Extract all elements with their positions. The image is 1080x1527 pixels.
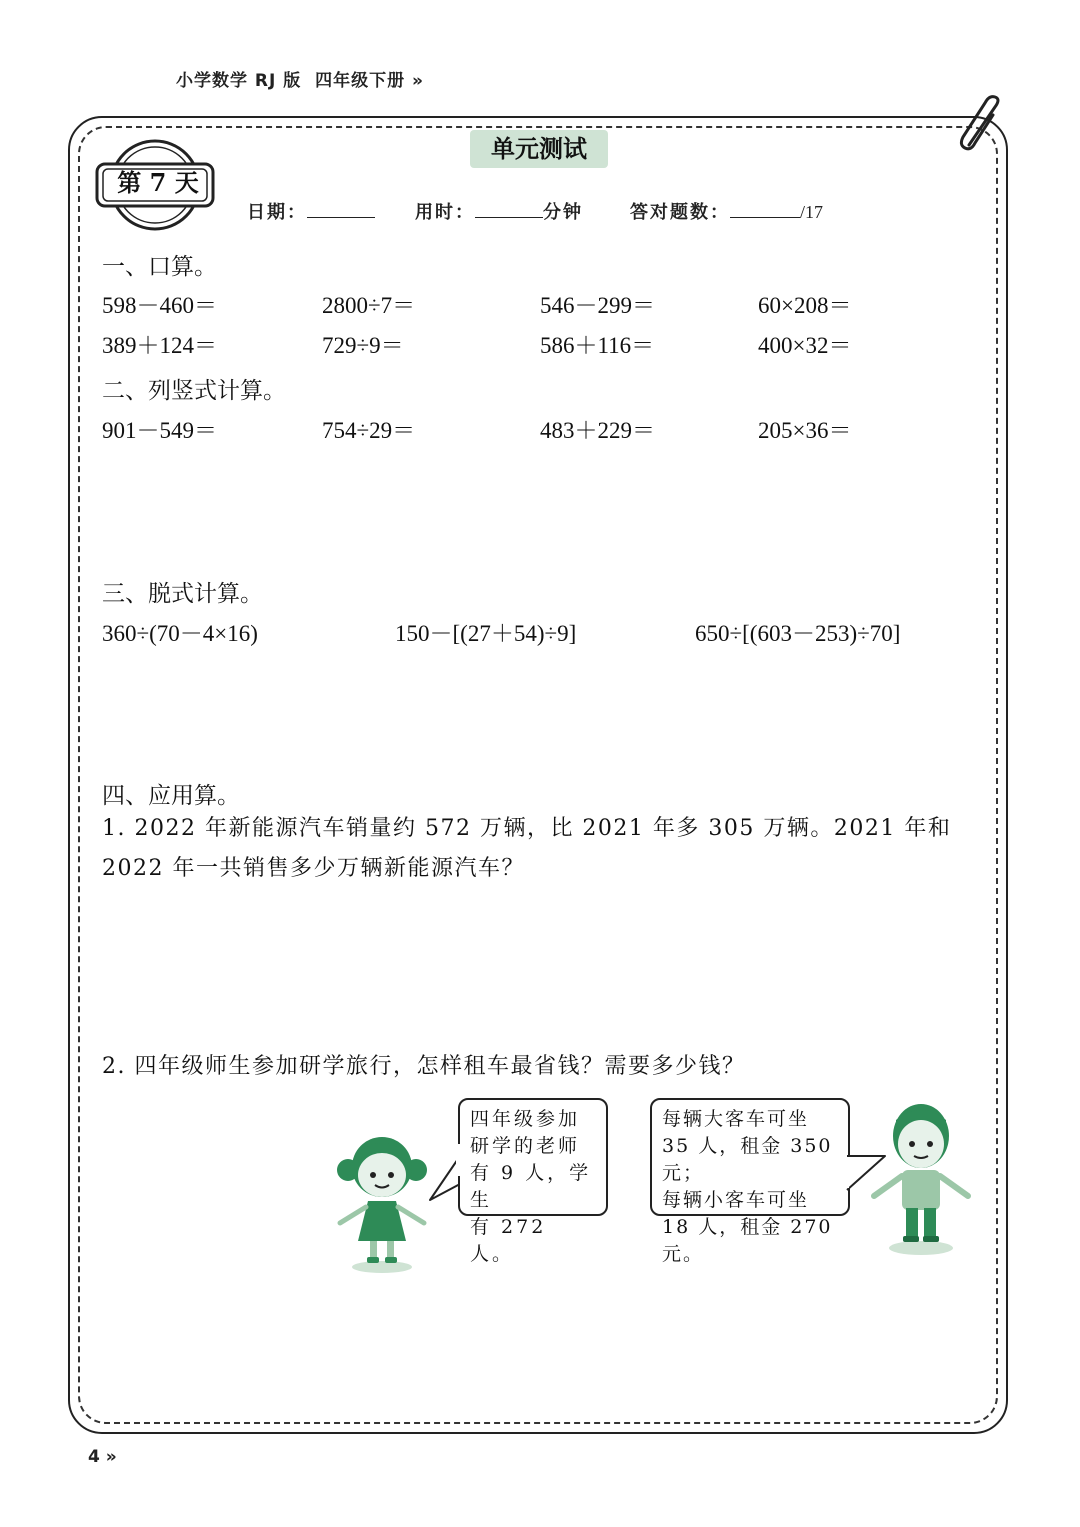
time-label: 用时： bbox=[415, 202, 475, 223]
oral-item: 60×208＝ bbox=[758, 293, 852, 318]
stepwise-calc-item: 150－[(27＋54)÷9] bbox=[395, 621, 577, 646]
vertical-calc-item: 901－549＝ bbox=[102, 418, 217, 443]
word-problem-1-line2: 2022 年一共销售多少万辆新能源汽车？ bbox=[102, 856, 525, 881]
paperclip-icon bbox=[955, 95, 1007, 155]
date-label: 日期： bbox=[247, 202, 307, 223]
vertical-calc-item: 754÷29＝ bbox=[322, 418, 416, 443]
girl-illustration bbox=[330, 1125, 430, 1275]
section4-heading: 四、应用算。 bbox=[102, 783, 240, 809]
bubble-line: 研学的老师 bbox=[470, 1135, 581, 1157]
bubble-line: 35 人，租金 350 元； bbox=[662, 1135, 833, 1184]
score-field bbox=[630, 198, 823, 224]
page-number: 4 » bbox=[88, 1447, 117, 1467]
section3-heading: 三、脱式计算。 bbox=[102, 581, 263, 607]
boy-illustration bbox=[866, 1098, 976, 1258]
vertical-calc-item: 205×36＝ bbox=[758, 418, 852, 443]
date-blank[interactable] bbox=[307, 199, 375, 218]
date-field bbox=[247, 198, 375, 224]
word-problem-1 bbox=[102, 809, 982, 889]
score-blank[interactable] bbox=[730, 199, 800, 218]
bubble-line: 每辆小客车可坐 bbox=[662, 1189, 810, 1211]
section2-heading: 二、列竖式计算。 bbox=[102, 378, 286, 404]
time-unit: 分钟 bbox=[543, 202, 583, 223]
book-header bbox=[176, 66, 424, 91]
stepwise-calc-item: 650÷[(603－253)÷70] bbox=[695, 621, 901, 646]
bubble-line: 有 272 人。 bbox=[470, 1216, 547, 1265]
oral-item: 729÷9＝ bbox=[322, 333, 404, 358]
bubble-line: 18 人，租金 270 元。 bbox=[662, 1216, 833, 1265]
oral-item: 2800÷7＝ bbox=[322, 293, 416, 318]
time-blank[interactable] bbox=[475, 199, 543, 218]
oral-item: 389＋124＝ bbox=[102, 333, 217, 358]
oral-item: 400×32＝ bbox=[758, 333, 852, 358]
word-problem-2: 2. 四年级师生参加研学旅行，怎样租车最省钱？需要多少钱？ bbox=[102, 1054, 746, 1079]
stepwise-calc-item: 360÷(70－4×16) bbox=[102, 621, 258, 646]
vertical-calc-item: 483＋229＝ bbox=[540, 418, 655, 443]
score-total: /17 bbox=[800, 202, 824, 222]
section1-heading: 一、口算。 bbox=[102, 254, 217, 280]
oral-item: 598－460＝ bbox=[102, 293, 217, 318]
book-grade: 四年级下册 » bbox=[315, 71, 425, 91]
bubble-line: 有 9 人，学生 bbox=[470, 1162, 592, 1211]
bubble-line: 每辆大客车可坐 bbox=[662, 1108, 810, 1130]
speech-bubble-boy bbox=[650, 1098, 850, 1265]
bubble-tail-mask bbox=[452, 1140, 462, 1180]
page-title: 单元测试 bbox=[470, 130, 608, 168]
word-problem-1-line1: 1. 2022 年新能源汽车销量约 572 万辆，比 2021 年多 305 万辆。2021 年和 bbox=[102, 816, 952, 841]
book-name: 小学数学 RJ 版 bbox=[176, 71, 302, 91]
oral-item: 586＋116＝ bbox=[540, 333, 655, 358]
day-badge-label: 第 7 天 bbox=[117, 168, 199, 197]
time-field bbox=[415, 198, 583, 224]
speech-bubble-girl bbox=[458, 1098, 608, 1265]
oral-item: 546－299＝ bbox=[540, 293, 655, 318]
bubble-line: 四年级参加 bbox=[470, 1108, 581, 1130]
score-label: 答对题数： bbox=[630, 202, 730, 223]
